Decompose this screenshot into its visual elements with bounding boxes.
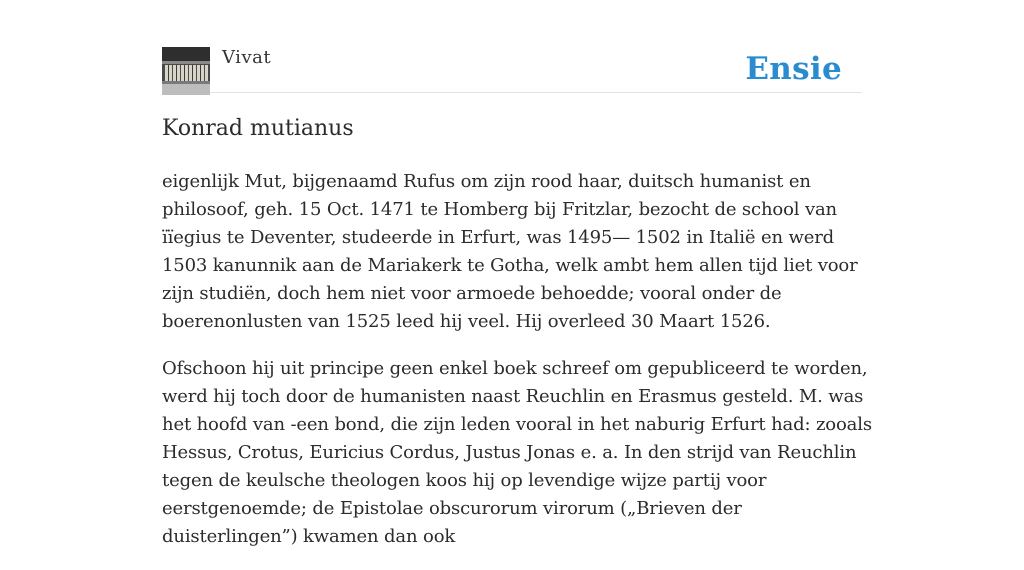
page-container: [162, 0, 872, 547]
article-paragraph-1: eigenlijk Mut, bijgenaamd Rufus om zijn rood haar, duitsch humanist en philosoof, geh. 15 Oct. 1471 te Homberg bij Fritzlar, bezocht de school van ïïegius te Deventer, studeerde in Erfurt, was 1495— 1502 in Italië en werd 1503 kanunnik aan de Mariakerk te Gotha, welk ambt hem allen tijd liet voor zijn studiën, doch hem niet voor armoede behoedde; vooral onder de boerenonlusten van 1525 leed hij veel. Hij overleed 30 Maart 1526.: [162, 171, 858, 332]
books-avatar-icon[interactable]: [162, 47, 210, 95]
brand-logo[interactable]: Ensie: [745, 51, 842, 87]
article-paragraph-2: Ofschoon hij uit principe geen enkel boek schreef om gepubliceerd te worden, werd hij toch door de humanisten naast Reuchlin en Erasmus gesteld. M. was het hoofd van -een bond, die zijn leden vooral in het naburig Erfurt had: zooals Hessus, Crotus, Euricius Cordus, Justus Jonas e. a. In den strijd van Reuchlin tegen de keulsche theologen koos hij op levendige wijze partij voor eerstgenoemde; de Epistolae obscurorum virorum („Brieven der duisterlingen”) kwamen dan ook: [162, 358, 872, 547]
article-body: [162, 168, 882, 570]
author-name[interactable]: Vivat: [222, 47, 272, 68]
page-title: Konrad mutianus: [162, 116, 354, 141]
header: [162, 0, 862, 93]
